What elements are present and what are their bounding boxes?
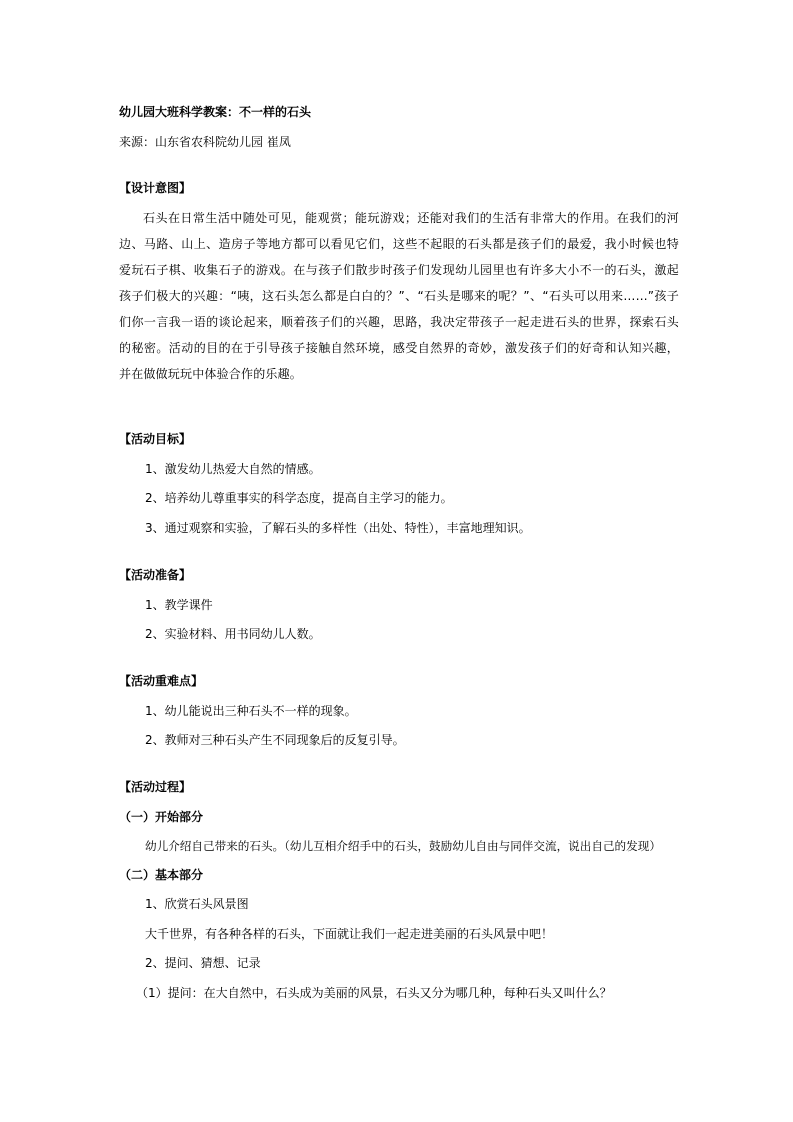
section-heading-prep: 【活动准备】: [119, 568, 192, 582]
section-heading-goals: 【活动目标】: [119, 432, 192, 446]
key-item-2: 2、教师对三种石头产生不同现象后的反复引导。: [145, 733, 405, 747]
doc-source: 来源：山东省农科院幼儿园 崔凤: [119, 135, 291, 149]
process-part2-heading: （二）基本部分: [119, 868, 204, 882]
prep-item-1: 1、教学课件: [145, 598, 213, 612]
section-heading-process: 【活动过程】: [119, 780, 192, 794]
doc-title: 幼儿园大班科学教案：不一样的石头: [119, 105, 312, 119]
prep-item-2: 2、实验材料、用书同幼儿人数。: [145, 627, 321, 641]
key-item-1: 1、幼儿能说出三种石头不一样的现象。: [145, 704, 357, 718]
design-paragraph: 石头在日常生活中随处可见，能观赏；能玩游戏；还能对我们的生活有非常大的作用。在我们的河边、马路、山上、造房子等地方都可以看见它们，这些不起眼的石头都是孩子们的最爱，我小时候也特爱玩石子棋、收集石子的游戏。在与孩子们散步时孩子们发现幼儿园里也有许多大小不一的石头，激起孩子们极大的兴趣：“咦，这石头怎么都是白白的？”、“石头是哪来的呢？”、“石头可以用来……”孩子们你一言我一语的谈论起来，顺着孩子们的兴趣，思路，我决定带孩子一起走进石头的世界，探索石头的秘密。活动的目的在于引导孩子接触自然环境，感受自然界的奇妙，激发孩子们的好奇和认知兴趣，并在做做玩玩中体验合作的乐趣。: [119, 211, 679, 381]
goal-item-2: 2、培养幼儿尊重事实的科学态度，提高自主学习的能力。: [145, 491, 453, 505]
process-part1-heading: （一）开始部分: [119, 810, 204, 824]
process-part2-item1: 1、欣赏石头风景图: [145, 897, 249, 911]
goal-item-3: 3、通过观察和实验，了解石头的多样性（出处、特性），丰富地理知识。: [145, 521, 531, 535]
process-part2-item2: 2、提问、猜想、记录: [145, 956, 261, 970]
section-heading-key: 【活动重难点】: [119, 674, 204, 688]
process-part1-text: 幼儿介绍自己带来的石头。（幼儿互相介绍手中的石头，鼓励幼儿自由与同伴交流，说出自己的发现）: [145, 839, 661, 853]
section-heading-design: 【设计意图】: [119, 181, 192, 195]
process-part2-question1: （1）提问：在大自然中，石头成为美丽的风景，石头又分为哪几种，每种石头又叫什么？: [136, 986, 612, 1000]
goal-item-1: 1、激发幼儿热爱大自然的情感。: [145, 462, 321, 476]
process-part2-text1: 大千世界，有各种各样的石头，下面就让我们一起走进美丽的石头风景中吧！: [145, 927, 554, 941]
